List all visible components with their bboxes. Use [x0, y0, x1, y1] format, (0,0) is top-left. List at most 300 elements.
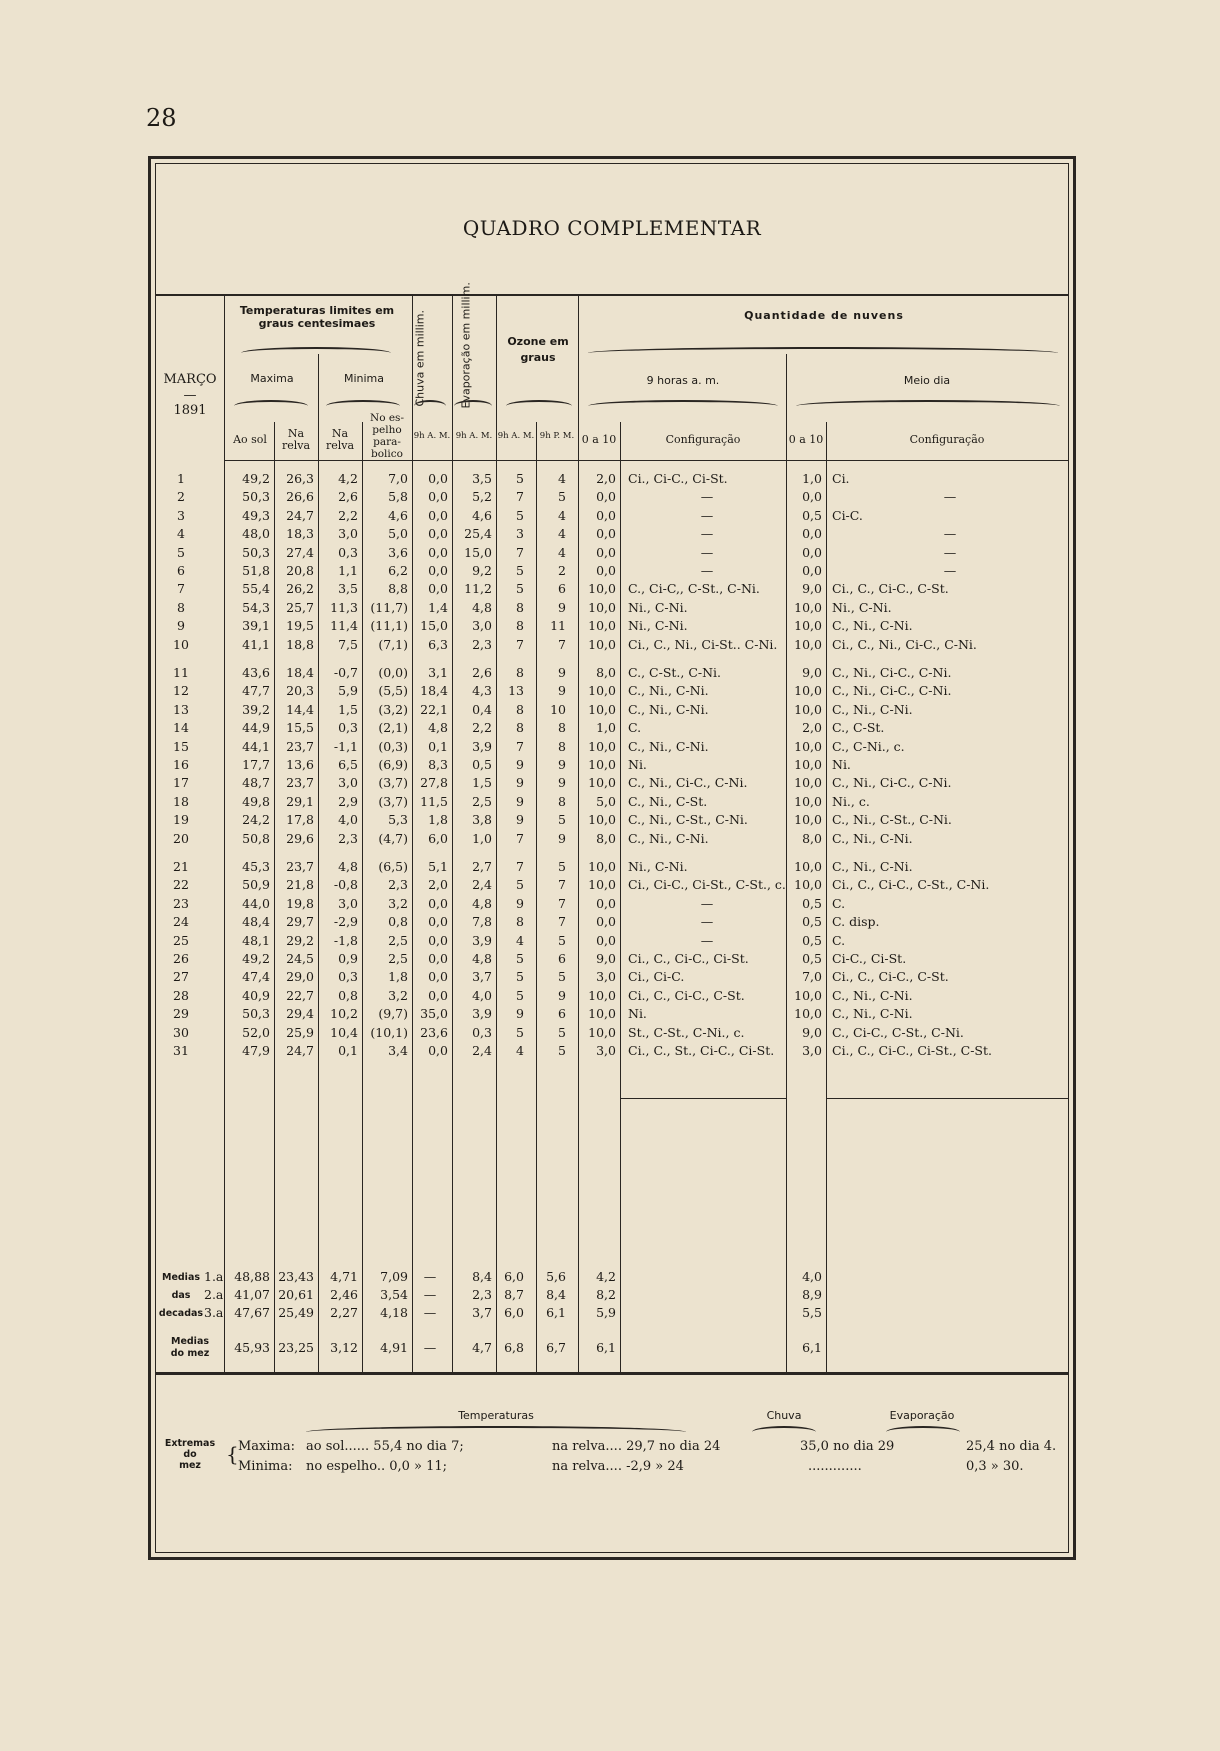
- cell-max-relva: 29,7: [286, 914, 314, 930]
- cell-nuvens-9h: 3,0: [596, 969, 616, 985]
- cell-min-relva: 6,5: [338, 757, 358, 772]
- cell-max-relva: 19,5: [286, 618, 314, 634]
- cell-max-sol: 44,9: [242, 720, 270, 736]
- cell-nuvens-meio: 0,0: [802, 526, 822, 542]
- cell-ozone-am: 5: [516, 969, 524, 985]
- cell-day: 20: [173, 830, 189, 846]
- cell-day: 29: [173, 1006, 189, 1022]
- cell-ozone-pm: 4: [558, 544, 566, 560]
- cell-min-espelho: (11,7): [370, 599, 408, 615]
- cell-config-9h: Ci., Ci-C., Ci-St.: [628, 471, 728, 486]
- brace-minima: [326, 400, 400, 406]
- cell-config-9h: Ci., Ci-C., Ci-St., C-St., c.: [628, 877, 786, 893]
- cell-min-espelho: 2,5: [388, 951, 408, 966]
- cell-nuvens-9h: 8,0: [596, 665, 616, 680]
- cell-min-relva: 0,8: [338, 987, 358, 1003]
- cell-max-relva: 29,6: [286, 830, 314, 846]
- cell-chuva: 8,3: [428, 757, 448, 772]
- cell-min-relva: 0,3: [338, 720, 358, 736]
- mez-label: Medias: [170, 1336, 210, 1347]
- cell-max-relva: 23,7: [286, 859, 314, 874]
- cell-ozone-am: 9: [516, 793, 524, 809]
- cell-min-espelho: 0,8: [388, 914, 408, 930]
- header-ozone-9am: 9h A. M.: [497, 431, 535, 441]
- cell-nuvens-9h: 10,0: [588, 581, 616, 597]
- cell-max-sol: 44,0: [242, 895, 270, 911]
- cell-min-relva: 10,4: [330, 1024, 358, 1040]
- cell-max-sol: 48,1: [242, 932, 270, 948]
- cell-ozone-pm: 7: [558, 877, 566, 893]
- cell-max-relva: 29,0: [286, 969, 314, 985]
- cell-max-relva: 18,3: [286, 526, 314, 542]
- cell-nuvens-9h: 10,0: [588, 1024, 616, 1040]
- cell-min-relva: -0,8: [333, 877, 358, 893]
- table-row: [156, 616, 1068, 636]
- cell-nuvens-9h: 10,0: [588, 987, 616, 1003]
- cell-nuvens-9h: 10,0: [588, 775, 616, 791]
- cell-min-espelho: (2,1): [378, 720, 408, 736]
- cell-max-relva: 23,7: [286, 775, 314, 791]
- cell-min-relva: 2,27: [330, 1305, 358, 1320]
- cell-day: 3: [177, 507, 185, 523]
- cell-min-espelho: 5,8: [388, 489, 408, 505]
- cell-evaporacao: 3,0: [472, 618, 492, 634]
- cell-evaporacao: 3,8: [472, 812, 492, 828]
- cell-max-sol: 47,67: [234, 1305, 270, 1320]
- cell-ozone-pm: 9: [558, 665, 566, 680]
- cell-min-relva: 0,3: [338, 544, 358, 560]
- cell-config-9h: Ni., C-Ni.: [628, 599, 688, 615]
- cell-ozone-am: 9: [516, 757, 524, 772]
- cell-min-espelho: (9,7): [378, 1006, 408, 1022]
- cell-nuvens-9h: 10,0: [588, 877, 616, 893]
- cell-day: 10: [173, 636, 189, 652]
- header-evaporacao: Evaporação em millim.: [459, 282, 473, 409]
- cell-max-relva: 26,6: [286, 489, 314, 505]
- cell-ozone-pm: 6: [558, 1006, 566, 1022]
- cell-config-meio: C., Ci-C., C-St., C-Ni.: [832, 1024, 964, 1040]
- table-row: [156, 857, 1068, 877]
- cell-config-9h: C., Ni., C-St.: [628, 793, 708, 809]
- max-chuva: 35,0 no dia 29: [800, 1439, 895, 1454]
- cell-max-relva: 25,7: [286, 599, 314, 615]
- cell-nuvens-meio: 3,0: [802, 1043, 822, 1058]
- cell-min-espelho: 2,3: [388, 877, 408, 893]
- cell-ozone-am: 8: [516, 599, 524, 615]
- min-evaporacao: 0,3 » 30.: [966, 1459, 1024, 1474]
- cell-chuva: 0,0: [428, 507, 448, 523]
- cell-config-meio: Ni.: [832, 757, 851, 772]
- cell-config-meio: C. disp.: [832, 914, 880, 930]
- cell-evaporacao: 3,9: [472, 932, 492, 948]
- cell-config-meio: —: [943, 563, 957, 578]
- cell-config-meio: C., C-Ni., c.: [832, 738, 905, 754]
- cell-config-meio: Ci., C., Ci-C., C-St.: [832, 969, 949, 985]
- cell-day: 8: [177, 599, 185, 615]
- cell-max-relva: 25,49: [278, 1305, 314, 1320]
- cell-max-sol: 49,2: [242, 471, 270, 486]
- table-row: [156, 967, 1068, 987]
- cell-nuvens-meio: 10,0: [794, 701, 822, 717]
- cell-ozone-am: 5: [516, 987, 524, 1003]
- cell-day: 30: [173, 1024, 189, 1040]
- brace-evaporacao: [454, 400, 492, 406]
- cell-min-espelho: (3,7): [378, 775, 408, 791]
- cell-config-meio: Ci., C., Ci-C., Ci-St., C-St.: [832, 1043, 992, 1058]
- cell-day: 7: [177, 581, 185, 597]
- cell-ozone-pm: 5: [558, 1024, 566, 1040]
- cell-ozone-am: 7: [516, 738, 524, 754]
- cell-evaporacao: 2,3: [472, 1287, 492, 1302]
- cell-min-espelho: 6,2: [388, 563, 408, 578]
- cell-max-sol: 52,0: [242, 1024, 270, 1040]
- cell-config-meio: C., Ni., C-St., C-Ni.: [832, 812, 952, 828]
- table-row: [156, 635, 1068, 655]
- cell-evaporacao: 4,7: [472, 1340, 492, 1355]
- cell-ozone-pm: 6,7: [546, 1340, 566, 1355]
- cell-evaporacao: 4,0: [472, 987, 492, 1003]
- header-bottom-rule: [224, 460, 1068, 461]
- cell-ozone-am: 9: [516, 1006, 524, 1022]
- cell-min-espelho: 8,8: [388, 581, 408, 597]
- cell-nuvens-meio: 10,0: [794, 812, 822, 828]
- brace-meio-dia: [796, 400, 1060, 406]
- brace-chuva: [414, 400, 446, 406]
- table-row: [156, 579, 1068, 599]
- cell-evaporacao: 2,2: [472, 720, 492, 736]
- cell-chuva: 18,4: [420, 683, 448, 699]
- table-row: [156, 1023, 1068, 1043]
- cell-nuvens-meio: 10,0: [794, 1006, 822, 1022]
- cell-evaporacao: 8,4: [472, 1269, 492, 1284]
- cell-min-relva: 4,71: [330, 1269, 358, 1284]
- cell-nuvens-9h: 10,0: [588, 599, 616, 615]
- cell-min-relva: 0,1: [338, 1043, 358, 1058]
- cell-ozone-pm: 5,6: [546, 1269, 566, 1284]
- table-row: [156, 487, 1068, 507]
- table-row: [156, 829, 1068, 849]
- cell-ozone-am: 8: [516, 720, 524, 736]
- cell-nuvens-9h: 3,0: [596, 1043, 616, 1058]
- header-configuracao-meio: Configuração: [909, 433, 985, 446]
- cell-min-espelho: 5,3: [388, 812, 408, 828]
- cell-day: 19: [173, 812, 189, 828]
- cell-config-9h: Ci., C., Ci-C., C-St.: [628, 987, 745, 1003]
- cell-evaporacao: 3,7: [472, 969, 492, 985]
- cell-min-relva: 3,5: [338, 581, 358, 597]
- cell-min-espelho: (7,1): [378, 636, 408, 652]
- cell-ozone-pm: 8: [558, 738, 566, 754]
- cell-ozone-pm: 4: [558, 471, 566, 486]
- cell-min-relva: 1,1: [338, 563, 358, 578]
- cell-ozone-pm: 6: [558, 581, 566, 597]
- cell-min-relva: 0,9: [338, 951, 358, 966]
- extremas-label-1: Extremas: [164, 1438, 216, 1449]
- header-ao-sol: Ao sol: [233, 433, 267, 446]
- cell-nuvens-meio: 10,0: [794, 618, 822, 634]
- cell-ozone-pm: 4: [558, 526, 566, 542]
- header-na-relva: Na relva: [281, 427, 311, 452]
- cell-config-meio: C., Ni., C-Ni.: [832, 1006, 913, 1022]
- table-row: [156, 792, 1068, 812]
- cell-max-relva: 27,4: [286, 544, 314, 560]
- cell-min-espelho: 4,91: [380, 1340, 408, 1355]
- cell-config-meio: —: [943, 526, 957, 542]
- cell-ozone-pm: 5: [558, 1043, 566, 1058]
- cell-chuva: 3,1: [428, 665, 448, 680]
- header-evap-9am: 9h A. M.: [455, 431, 493, 441]
- cell-chuva: 0,0: [428, 895, 448, 911]
- table-row: [156, 561, 1068, 581]
- cell-chuva: 0,0: [428, 489, 448, 505]
- cell-min-espelho: 3,2: [388, 987, 408, 1003]
- cell-config-9h: Ni.: [628, 757, 647, 772]
- cell-max-relva: 26,2: [286, 581, 314, 597]
- cell-ozone-pm: 5: [558, 489, 566, 505]
- cell-config-9h: Ci., Ci-C.: [628, 969, 685, 985]
- extremas-label-3: mez: [179, 1460, 201, 1471]
- cell-max-relva: 18,4: [286, 665, 314, 680]
- cell-config-meio: Ci-C.: [832, 507, 863, 523]
- cell-ozone-am: 7: [516, 544, 524, 560]
- cell-nuvens-meio: 2,0: [802, 720, 822, 736]
- cell-day: 21: [173, 859, 189, 874]
- cell-nuvens-meio: 10,0: [794, 636, 822, 652]
- cell-nuvens-meio: 0,5: [802, 951, 822, 966]
- cell-min-espelho: 7,0: [388, 471, 408, 486]
- table-row: [156, 875, 1068, 895]
- cell-chuva: —: [423, 1287, 437, 1302]
- cell-config-meio: Ci., C., Ci-C., C-St.: [832, 581, 949, 597]
- cell-chuva: 0,0: [428, 914, 448, 930]
- cell-evaporacao: 4,3: [472, 683, 492, 699]
- cell-max-relva: 24,5: [286, 951, 314, 966]
- cell-chuva: 0,0: [428, 544, 448, 560]
- cell-chuva: 23,6: [420, 1024, 448, 1040]
- cell-day: 9: [177, 618, 185, 634]
- cell-max-sol: 50,3: [242, 489, 270, 505]
- cell-min-espelho: 3,4: [388, 1043, 408, 1058]
- cell-config-meio: C., Ni., C-Ni.: [832, 987, 913, 1003]
- cell-evaporacao: 3,9: [472, 1006, 492, 1022]
- cell-nuvens-9h: 4,2: [596, 1269, 616, 1284]
- cell-ozone-pm: 9: [558, 775, 566, 791]
- cell-ozone-pm: 5: [558, 932, 566, 948]
- cell-ozone-pm: 4: [558, 507, 566, 523]
- cell-nuvens-meio: 6,1: [802, 1340, 822, 1355]
- cell-config-meio: C., Ni., Ci-C., C-Ni.: [832, 775, 952, 791]
- cell-nuvens-meio: 8,0: [802, 830, 822, 846]
- cell-evaporacao: 25,4: [464, 526, 492, 542]
- cell-config-9h: —: [700, 526, 714, 542]
- cell-nuvens-meio: 10,0: [794, 683, 822, 699]
- cell-max-sol: 39,2: [242, 701, 270, 717]
- cell-max-sol: 47,7: [242, 683, 270, 699]
- cell-day: 13: [173, 701, 189, 717]
- cell-nuvens-9h: 8,0: [596, 830, 616, 846]
- cell-min-relva: 11,4: [330, 618, 358, 634]
- cell-ozone-am: 5: [516, 951, 524, 966]
- cell-ozone-pm: 8: [558, 720, 566, 736]
- cell-day: 31: [173, 1043, 189, 1058]
- cell-chuva: 5,1: [428, 859, 448, 874]
- cell-ozone-pm: 8: [558, 793, 566, 809]
- cell-day: 18: [173, 793, 189, 809]
- cell-nuvens-9h: 6,1: [596, 1340, 616, 1355]
- cell-chuva: 35,0: [420, 1006, 448, 1022]
- cell-min-espelho: (0,0): [378, 665, 408, 680]
- cell-chuva: 11,5: [420, 793, 448, 809]
- cell-chuva: 4,8: [428, 720, 448, 736]
- cell-min-relva: 3,12: [330, 1340, 358, 1355]
- cell-max-sol: 45,93: [234, 1340, 270, 1355]
- cell-evaporacao: 1,0: [472, 830, 492, 846]
- cell-ozone-pm: 5: [558, 859, 566, 874]
- cell-min-relva: 10,2: [330, 1006, 358, 1022]
- cell-evaporacao: 2,5: [472, 793, 492, 809]
- cell-nuvens-9h: 10,0: [588, 683, 616, 699]
- cell-min-espelho: (11,1): [370, 618, 408, 634]
- cell-chuva: 0,0: [428, 951, 448, 966]
- cell-evaporacao: 0,5: [472, 757, 492, 772]
- cell-chuva: 0,0: [428, 581, 448, 597]
- cell-max-sol: 50,3: [242, 544, 270, 560]
- cell-config-9h: —: [700, 563, 714, 578]
- cell-max-sol: 51,8: [242, 563, 270, 578]
- cell-day: 15: [173, 738, 189, 754]
- table-row: [156, 506, 1068, 526]
- cell-config-9h: —: [700, 932, 714, 948]
- cell-min-espelho: (6,5): [378, 859, 408, 874]
- cell-min-relva: 7,5: [338, 636, 358, 652]
- cell-nuvens-9h: 10,0: [588, 636, 616, 652]
- cell-nuvens-meio: 0,5: [802, 507, 822, 523]
- cell-nuvens-meio: 0,0: [802, 563, 822, 578]
- cell-config-meio: C.: [832, 932, 846, 948]
- decadas-label: das: [171, 1290, 191, 1301]
- min-chuva: .............: [808, 1459, 862, 1474]
- cell-evaporacao: 3,7: [472, 1305, 492, 1320]
- cell-nuvens-meio: 4,0: [802, 1269, 822, 1284]
- config-end-rule: [620, 1098, 786, 1099]
- cell-chuva: 2,0: [428, 877, 448, 893]
- header-top-rule: [156, 294, 1068, 296]
- brace-extremas-chuva: [752, 1426, 816, 1432]
- table-row: [156, 681, 1068, 701]
- cell-evaporacao: 3,9: [472, 738, 492, 754]
- cell-nuvens-meio: 9,0: [802, 665, 822, 680]
- cell-nuvens-9h: 5,9: [596, 1305, 616, 1320]
- cell-config-meio: Ci.: [832, 471, 850, 486]
- max-evaporacao: 25,4 no dia 4.: [966, 1439, 1057, 1454]
- brace-nove-horas: [588, 400, 778, 406]
- month-dash: —: [183, 388, 197, 403]
- header-chuva-9am: 9h A. M.: [413, 431, 451, 441]
- cell-min-espelho: (10,1): [370, 1024, 408, 1040]
- cell-max-relva: 23,7: [286, 738, 314, 754]
- cell-config-9h: C., Ni., C-Ni.: [628, 701, 709, 717]
- header-nuvens: Quantidade de nuvens: [744, 309, 904, 322]
- cell-decada-ordinal: 2.a: [204, 1287, 224, 1302]
- cell-min-relva: 3,0: [338, 526, 358, 542]
- cell-ozone-pm: 2: [558, 563, 566, 578]
- cell-day: 24: [173, 914, 189, 930]
- cell-ozone-pm: 8,4: [546, 1287, 566, 1302]
- cell-evaporacao: 4,8: [472, 895, 492, 911]
- cell-chuva: —: [423, 1340, 437, 1355]
- cell-min-relva: -0,7: [333, 665, 358, 680]
- cell-max-sol: 41,1: [242, 636, 270, 652]
- cell-ozone-am: 4: [516, 932, 524, 948]
- cell-decada-ordinal: 3.a: [204, 1305, 224, 1320]
- cell-config-meio: C., Ni., C-Ni.: [832, 701, 913, 717]
- cell-day: 2: [177, 489, 185, 505]
- cell-nuvens-9h: 0,0: [596, 563, 616, 578]
- table-row: [156, 1004, 1068, 1024]
- table-row: [156, 543, 1068, 563]
- cell-config-meio: C., Ni., Ci-C., C-Ni.: [832, 683, 952, 699]
- cell-day: 5: [177, 544, 185, 560]
- cell-max-relva: 29,4: [286, 1006, 314, 1022]
- cell-chuva: 0,0: [428, 1043, 448, 1058]
- extremas-temperaturas-header: Temperaturas: [458, 1409, 534, 1422]
- cell-config-9h: —: [700, 914, 714, 930]
- cell-ozone-pm: 5: [558, 812, 566, 828]
- cell-config-meio: Ci., C., Ci-C., C-St., C-Ni.: [832, 877, 990, 893]
- cell-ozone-pm: 5: [558, 969, 566, 985]
- cell-nuvens-meio: 9,0: [802, 581, 822, 597]
- cell-evaporacao: 5,2: [472, 489, 492, 505]
- cell-max-sol: 48,0: [242, 526, 270, 542]
- cell-max-relva: 24,7: [286, 507, 314, 523]
- cell-max-relva: 23,25: [278, 1340, 314, 1355]
- cell-chuva: 0,0: [428, 563, 448, 578]
- cell-day: 14: [173, 720, 189, 736]
- cell-nuvens-meio: 1,0: [802, 471, 822, 486]
- cell-nuvens-meio: 0,5: [802, 914, 822, 930]
- cell-evaporacao: 3,5: [472, 471, 492, 486]
- cell-config-9h: Ni., C-Ni.: [628, 618, 688, 634]
- cell-chuva: 6,3: [428, 636, 448, 652]
- decadas-label: Medias: [161, 1272, 201, 1283]
- cell-decada-ordinal: 1.a: [204, 1269, 224, 1284]
- cell-max-relva: 19,8: [286, 895, 314, 911]
- cell-chuva: 0,0: [428, 526, 448, 542]
- cell-config-9h: Ci., C., Ni., Ci-St.. C-Ni.: [628, 636, 778, 652]
- min-tag: Minima:: [238, 1459, 293, 1474]
- header-nove-horas: 9 horas a. m.: [646, 374, 720, 387]
- cell-config-9h: C.: [628, 720, 642, 736]
- table-row: [156, 1041, 1068, 1061]
- cell-min-espelho: (5,5): [378, 683, 408, 699]
- mez-label: do mez: [170, 1348, 210, 1359]
- cell-config-9h: Ni.: [628, 1006, 647, 1022]
- brace-temperaturas: [241, 347, 391, 353]
- cell-nuvens-9h: 5,0: [596, 793, 616, 809]
- cell-min-espelho: (3,7): [378, 793, 408, 809]
- cell-max-relva: 20,3: [286, 683, 314, 699]
- cell-min-relva: 4,8: [338, 859, 358, 874]
- cell-nuvens-9h: 9,0: [596, 951, 616, 966]
- cell-max-relva: 14,4: [286, 701, 314, 717]
- brace-nuvens: [588, 347, 1058, 353]
- cell-nuvens-9h: 10,0: [588, 738, 616, 754]
- cell-evaporacao: 2,7: [472, 859, 492, 874]
- table-row: [156, 598, 1068, 618]
- cell-config-9h: C., Ni., Ci-C., C-Ni.: [628, 775, 748, 791]
- cell-min-relva: 2,46: [330, 1287, 358, 1302]
- cell-ozone-pm: 7: [558, 914, 566, 930]
